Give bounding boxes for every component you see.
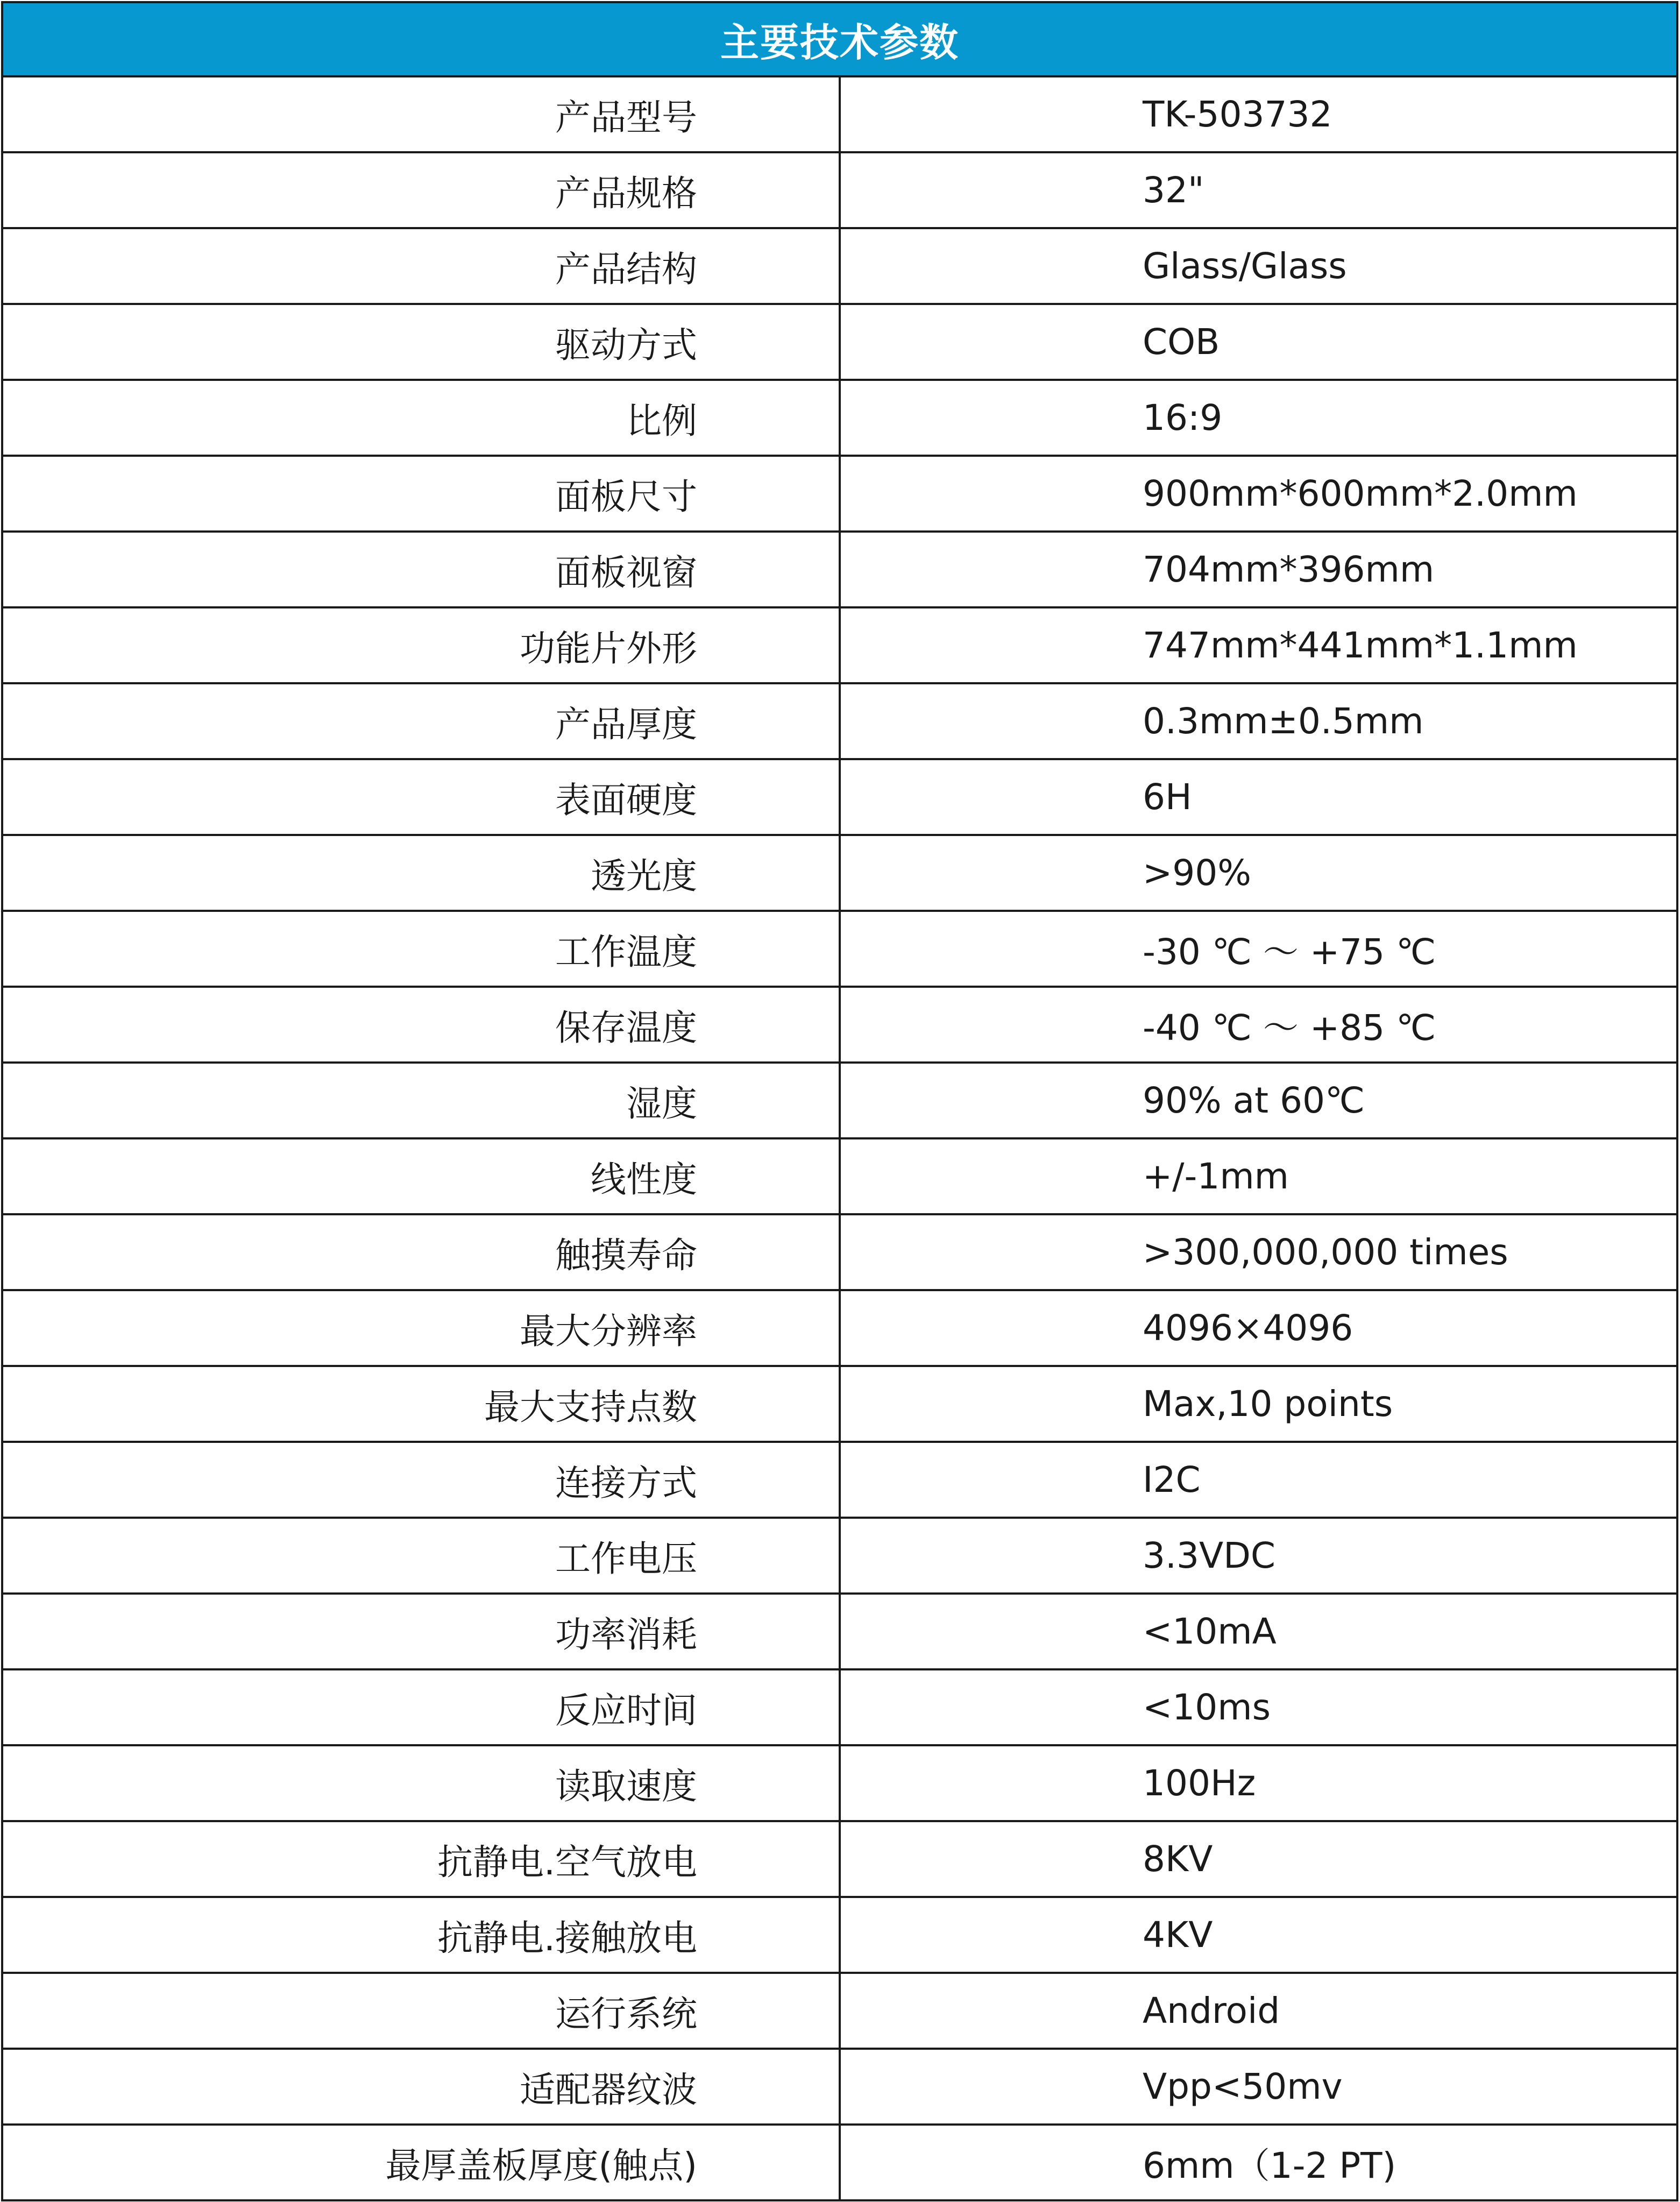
param-label: 读取速度 bbox=[2, 1745, 840, 1821]
table-row bbox=[2, 456, 1677, 532]
spec-table-body bbox=[2, 76, 1677, 2200]
param-label: 抗静电.接触放电 bbox=[2, 1897, 840, 1973]
param-value: <10ms bbox=[840, 1669, 1677, 1745]
param-label: 功率消耗 bbox=[2, 1594, 840, 1669]
param-value: -30 ℃ ～ +75 ℃ bbox=[840, 911, 1677, 987]
param-label: 最大分辨率 bbox=[2, 1290, 840, 1366]
param-value: 4KV bbox=[840, 1897, 1677, 1973]
param-label: 功能片外形 bbox=[2, 607, 840, 683]
param-label: 比例 bbox=[2, 380, 840, 456]
param-label: 面板尺寸 bbox=[2, 456, 840, 532]
param-value: 3.3VDC bbox=[840, 1518, 1677, 1594]
table-row bbox=[2, 76, 1677, 152]
param-value: 8KV bbox=[840, 1821, 1677, 1897]
param-label: 保存温度 bbox=[2, 987, 840, 1063]
table-row bbox=[2, 532, 1677, 607]
param-label: 产品结构 bbox=[2, 228, 840, 304]
param-value: +/-1mm bbox=[840, 1138, 1677, 1214]
param-value: 900mm*600mm*2.0mm bbox=[840, 456, 1677, 532]
param-label: 面板视窗 bbox=[2, 532, 840, 607]
param-value: Vpp<50mv bbox=[840, 2049, 1677, 2125]
param-value: >90% bbox=[840, 835, 1677, 911]
param-value: 4096×4096 bbox=[840, 1290, 1677, 1366]
param-label: 连接方式 bbox=[2, 1442, 840, 1518]
table-row bbox=[2, 1214, 1677, 1290]
table-row bbox=[2, 1138, 1677, 1214]
table-row bbox=[2, 2049, 1677, 2125]
param-label: 运行系统 bbox=[2, 1973, 840, 2049]
param-value: Max,10 points bbox=[840, 1366, 1677, 1442]
table-row bbox=[2, 911, 1677, 987]
table-row bbox=[2, 835, 1677, 911]
table-row bbox=[2, 1745, 1677, 1821]
param-label: 产品型号 bbox=[2, 76, 840, 152]
param-label: 反应时间 bbox=[2, 1669, 840, 1745]
param-value: 16:9 bbox=[840, 380, 1677, 456]
param-value: 32" bbox=[840, 152, 1677, 228]
param-value: Android bbox=[840, 1973, 1677, 2049]
param-label: 产品规格 bbox=[2, 152, 840, 228]
param-label: 最厚盖板厚度(触点) bbox=[2, 2125, 840, 2200]
param-label: 湿度 bbox=[2, 1063, 840, 1138]
param-label: 线性度 bbox=[2, 1138, 840, 1214]
param-label: 产品厚度 bbox=[2, 683, 840, 759]
table-row bbox=[2, 1594, 1677, 1669]
param-label: 适配器纹波 bbox=[2, 2049, 840, 2125]
param-value: >300,000,000 times bbox=[840, 1214, 1677, 1290]
table-row bbox=[2, 1821, 1677, 1897]
table-row bbox=[2, 683, 1677, 759]
param-value: 100Hz bbox=[840, 1745, 1677, 1821]
param-label: 最大支持点数 bbox=[2, 1366, 840, 1442]
table-row bbox=[2, 1290, 1677, 1366]
param-value: 0.3mm±0.5mm bbox=[840, 683, 1677, 759]
param-label: 触摸寿命 bbox=[2, 1214, 840, 1290]
table-row bbox=[2, 1442, 1677, 1518]
param-value: I2C bbox=[840, 1442, 1677, 1518]
param-label: 表面硬度 bbox=[2, 759, 840, 835]
param-label: 工作温度 bbox=[2, 911, 840, 987]
table-row bbox=[2, 380, 1677, 456]
param-label: 驱动方式 bbox=[2, 304, 840, 380]
table-row bbox=[2, 152, 1677, 228]
table-row bbox=[2, 1366, 1677, 1442]
table-row bbox=[2, 1063, 1677, 1138]
param-value: 6mm（1-2 PT) bbox=[840, 2125, 1677, 2200]
table-row bbox=[2, 1518, 1677, 1594]
param-value: -40 ℃ ～ +85 ℃ bbox=[840, 987, 1677, 1063]
param-value: <10mA bbox=[840, 1594, 1677, 1669]
table-row bbox=[2, 987, 1677, 1063]
table-row bbox=[2, 304, 1677, 380]
table-row bbox=[2, 1897, 1677, 1973]
param-label: 工作电压 bbox=[2, 1518, 840, 1594]
param-value: Glass/Glass bbox=[840, 228, 1677, 304]
table-row bbox=[2, 759, 1677, 835]
param-label: 抗静电.空气放电 bbox=[2, 1821, 840, 1897]
table-row bbox=[2, 1669, 1677, 1745]
table-row bbox=[2, 2125, 1677, 2200]
table-row bbox=[2, 607, 1677, 683]
table-row bbox=[2, 228, 1677, 304]
param-value: TK-503732 bbox=[840, 76, 1677, 152]
param-label: 透光度 bbox=[2, 835, 840, 911]
spec-table bbox=[1, 1, 1678, 2201]
param-value: COB bbox=[840, 304, 1677, 380]
table-title: 主要技术参数 bbox=[2, 2, 1677, 76]
param-value: 747mm*441mm*1.1mm bbox=[840, 607, 1677, 683]
param-value: 6H bbox=[840, 759, 1677, 835]
param-value: 704mm*396mm bbox=[840, 532, 1677, 607]
table-row bbox=[2, 1973, 1677, 2049]
table-header-row bbox=[2, 2, 1677, 76]
param-value: 90% at 60℃ bbox=[840, 1063, 1677, 1138]
